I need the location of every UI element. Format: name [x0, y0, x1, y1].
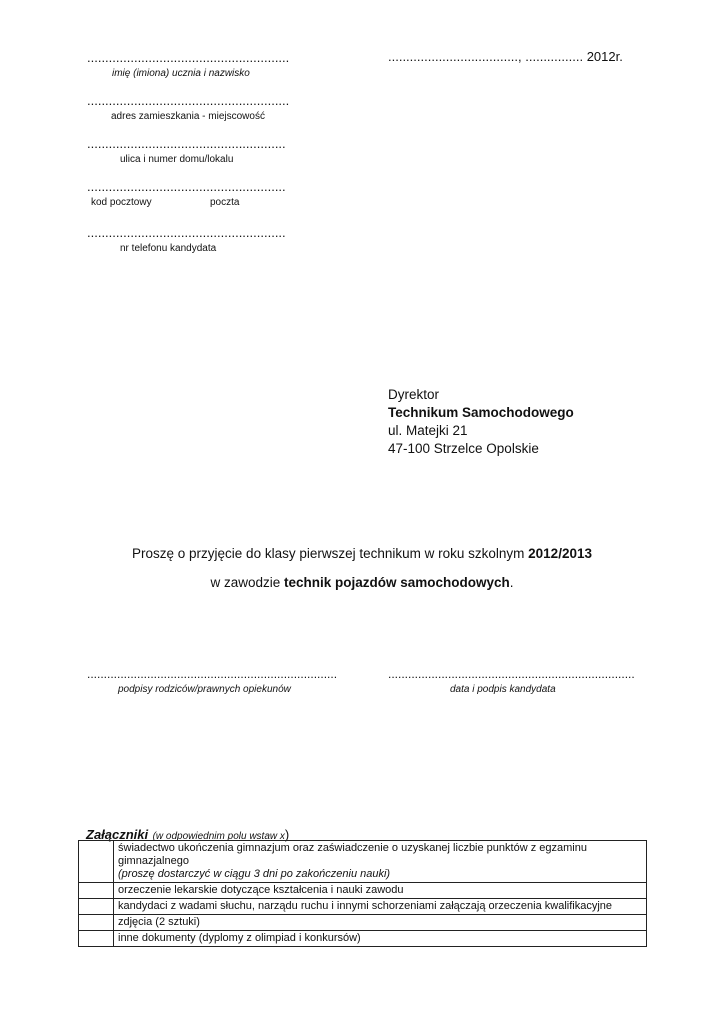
attachment-text: orzeczenie lekarskie dotyczące kształcenia i nauki zawodu	[114, 883, 647, 899]
attachment-checkbox[interactable]	[79, 931, 114, 947]
student-name-label: imię (imiona) ucznia i nazwisko	[112, 68, 250, 79]
address-city-label: adres zamieszkania - miejscowość	[111, 111, 265, 122]
postal-line[interactable]: .......................................................	[87, 179, 286, 194]
post-office-label: poczta	[210, 197, 240, 208]
postal-code-label: kod pocztowy	[91, 197, 152, 208]
place-dots: ....................................,	[388, 49, 522, 64]
table-row	[79, 931, 647, 947]
phone-line[interactable]: .......................................................	[87, 225, 286, 240]
school-year: 2012/2013	[528, 546, 592, 561]
attachment-text: świadectwo ukończenia gimnazjum oraz zaświadczenie o uzyskanej liczbie punktów z egzaminu gimnazjalnego	[118, 842, 587, 867]
profession-name: technik pojazdów samochodowych	[283, 575, 510, 590]
table-row	[79, 841, 647, 883]
addressee-school: Technikum Samochodowego	[388, 405, 574, 420]
attachment-text: kandydaci z wadami słuchu, narządu ruchu i innymi schorzeniami załączają orzeczenia kwalifikacyjne	[114, 899, 647, 915]
addressee-street: ul. Matejki 21	[388, 423, 468, 438]
attachment-item	[114, 841, 647, 883]
attachments-note: (w odpowiednim polu wstaw x	[152, 831, 285, 842]
phone-label: nr telefonu kandydata	[120, 243, 217, 254]
attachments-note-end: )	[284, 827, 290, 842]
attachment-text: zdjęcia (2 sztuki)	[114, 915, 647, 931]
addressee-block	[388, 386, 574, 458]
candidate-signature-label: data i podpis kandydata	[450, 684, 556, 695]
profession-period: .	[509, 575, 514, 590]
place-date-line[interactable]	[388, 49, 623, 64]
attachment-checkbox[interactable]	[79, 883, 114, 899]
student-name-line[interactable]: ........................................................	[87, 50, 290, 65]
date-dots: ................	[525, 49, 584, 64]
street-label: ulica i numer domu/lokalu	[120, 154, 234, 165]
attachment-subtext: (proszę dostarczyć w ciągu 3 dni po zakończeniu nauki)	[118, 868, 391, 880]
request-line-1	[0, 546, 724, 561]
profession-prefix: w zawodzie	[210, 575, 284, 590]
street-line[interactable]: .......................................................	[87, 136, 286, 151]
table-row	[79, 915, 647, 931]
table-row	[79, 883, 647, 899]
request-line-2	[0, 575, 724, 590]
attachment-checkbox[interactable]	[79, 915, 114, 931]
attachment-checkbox[interactable]	[79, 841, 114, 883]
attachments-title: Załączniki	[86, 827, 149, 842]
addressee-title: Dyrektor	[388, 387, 440, 402]
attachment-checkbox[interactable]	[79, 899, 114, 915]
addressee-city: 47-100 Strzelce Opolskie	[388, 441, 539, 456]
attachment-text: inne dokumenty (dyplomy z olimpiad i konkursów)	[114, 931, 647, 947]
attachments-table	[78, 840, 647, 947]
candidate-signature-line[interactable]: ..........................................................................	[388, 667, 635, 681]
request-text: Proszę o przyjęcie do klasy pierwszej technikum w roku szkolnym	[132, 546, 529, 561]
parents-signature-label: podpisy rodziców/prawnych opiekunów	[118, 684, 291, 695]
address-city-line[interactable]: ........................................................	[87, 93, 290, 108]
year-text: 2012r.	[586, 49, 623, 64]
parents-signature-line[interactable]: ...........................................................................	[87, 667, 338, 681]
table-row	[79, 899, 647, 915]
